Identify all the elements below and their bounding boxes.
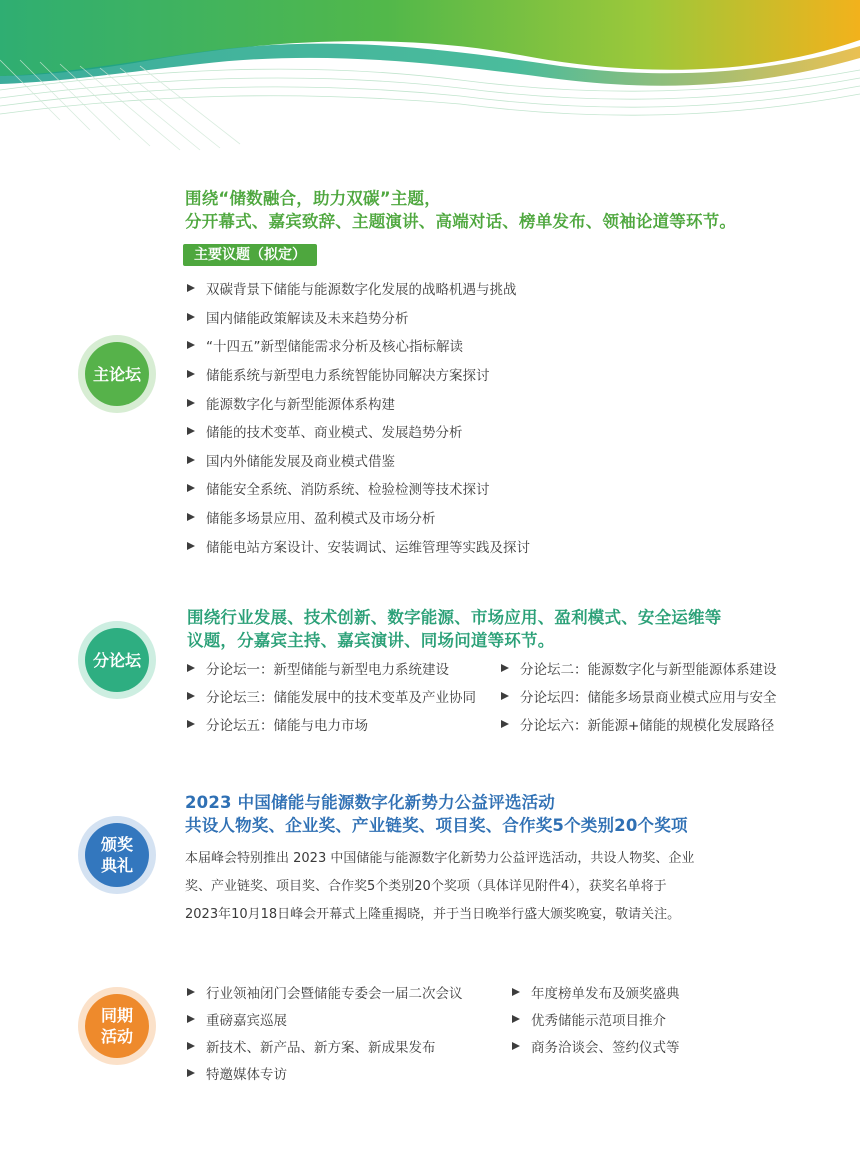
list-item: 储能的技术变革、商业模式、发展趋势分析: [187, 417, 747, 446]
list-item: 优秀储能示范项目推介: [512, 1005, 832, 1032]
bullet-triangle-icon: [187, 427, 195, 435]
main-topics-tag: 主要议题（拟定）: [183, 244, 317, 266]
awards-badge-line: 颁奖: [100, 835, 133, 854]
awards-badge-line: 典礼: [100, 856, 133, 875]
list-item: 行业领袖闭门会暨储能专委会一届二次会议: [187, 978, 507, 1005]
sub-forum-badge: [85, 628, 149, 692]
awards-description-line: 本届峰会特别推出 2023 中国储能与能源数字化新势力公益评选活动，共设人物奖、企业: [185, 851, 695, 866]
bullet-triangle-icon: [187, 1015, 195, 1023]
list-item: 国内储能政策解读及未来趋势分析: [187, 303, 747, 332]
concurrent-events-badge: [85, 994, 149, 1058]
bullet-triangle-icon: [512, 1015, 520, 1023]
bullet-triangle-icon: [501, 720, 509, 728]
awards-description-line: 奖、产业链奖、项目奖、合作奖5个类别20个奖项（具体详见附件4），获奖名单将于: [185, 879, 667, 894]
sub-forum-list-right: [501, 654, 841, 738]
list-item: 分论坛四：储能多场景商业模式应用与安全: [501, 682, 841, 710]
list-item: 重磅嘉宾巡展: [187, 1005, 507, 1032]
awards-title-line: 共设人物奖、企业奖、产业链奖、项目奖、合作奖5个类别20个奖项: [185, 816, 688, 835]
sub-forum-intro-line: 议题，分嘉宾主持、嘉宾演讲、同场问道等环节。: [187, 631, 555, 650]
awards-description-line: 2023年10月18日峰会开幕式上隆重揭晓，并于当日晚举行盛大颁奖晚宴，敬请关注。: [185, 907, 681, 922]
sub-forum-intro-line: 围绕行业发展、技术创新、数字能源、市场应用、盈利模式、安全运维等: [187, 608, 722, 627]
list-item: 储能安全系统、消防系统、检验检测等技术探讨: [187, 474, 747, 503]
main-forum-badge-label: 主论坛: [92, 364, 141, 384]
list-item: 分论坛一：新型储能与新型电力系统建设: [187, 654, 497, 682]
list-item: “十四五”新型储能需求分析及核心指标解读: [187, 331, 747, 360]
bullet-triangle-icon: [187, 1069, 195, 1077]
main-forum-intro-line: 分开幕式、嘉宾致辞、主题演讲、高端对话、榜单发布、领袖论道等环节。: [185, 212, 737, 231]
list-item: 分论坛三：储能发展中的技术变革及产业协同: [187, 682, 497, 710]
bullet-triangle-icon: [187, 456, 195, 464]
header-wave-banner: [0, 0, 860, 160]
list-item: 特邀媒体专访: [187, 1059, 507, 1086]
sub-forum-list-left: [187, 654, 497, 738]
list-item: 商务洽谈会、签约仪式等: [512, 1032, 832, 1059]
list-item: 储能系统与新型电力系统智能协同解决方案探讨: [187, 360, 747, 389]
awards-badge: [85, 823, 149, 887]
sub-forum-badge-label: 分论坛: [92, 650, 141, 670]
list-item: 储能电站方案设计、安装调试、运维管理等实践及探讨: [187, 531, 747, 560]
main-forum-intro-line: 围绕“储数融合，助力双碳”主题，: [185, 189, 441, 208]
bullet-triangle-icon: [501, 664, 509, 672]
bullet-triangle-icon: [512, 1042, 520, 1050]
awards-title: [185, 791, 688, 837]
bullet-triangle-icon: [187, 542, 195, 550]
awards-description: [185, 845, 745, 929]
concurrent-list-right: [512, 978, 832, 1059]
list-item: 能源数字化与新型能源体系构建: [187, 388, 747, 417]
bullet-triangle-icon: [187, 988, 195, 996]
bullet-triangle-icon: [187, 664, 195, 672]
list-item: 储能多场景应用、盈利模式及市场分析: [187, 503, 747, 532]
list-item: 新技术、新产品、新方案、新成果发布: [187, 1032, 507, 1059]
list-item: 年度榜单发布及颁奖盛典: [512, 978, 832, 1005]
main-forum-intro: [185, 187, 736, 233]
main-forum-topic-list: [187, 274, 747, 560]
bullet-triangle-icon: [187, 399, 195, 407]
bullet-triangle-icon: [187, 513, 195, 521]
list-item: 国内外储能发展及商业模式借鉴: [187, 446, 747, 475]
bullet-triangle-icon: [187, 284, 195, 292]
list-item: 分论坛六：新能源+储能的规模化发展路径: [501, 710, 841, 738]
bullet-triangle-icon: [187, 370, 195, 378]
concurrent-badge-line: 活动: [100, 1027, 133, 1046]
list-item: 双碳背景下储能与能源数字化发展的战略机遇与挑战: [187, 274, 747, 303]
concurrent-list-left: [187, 978, 507, 1086]
bullet-triangle-icon: [187, 692, 195, 700]
concurrent-badge-line: 同期: [100, 1006, 133, 1025]
bullet-triangle-icon: [512, 988, 520, 996]
bullet-triangle-icon: [187, 720, 195, 728]
bullet-triangle-icon: [187, 341, 195, 349]
bullet-triangle-icon: [187, 484, 195, 492]
bullet-triangle-icon: [187, 1042, 195, 1050]
sub-forum-intro: [187, 606, 721, 652]
list-item: 分论坛五：储能与电力市场: [187, 710, 497, 738]
list-item: 分论坛二：能源数字化与新型能源体系建设: [501, 654, 841, 682]
bullet-triangle-icon: [187, 313, 195, 321]
bullet-triangle-icon: [501, 692, 509, 700]
main-forum-badge: [85, 342, 149, 406]
awards-title-line: 2023 中国储能与能源数字化新势力公益评选活动: [185, 793, 555, 812]
